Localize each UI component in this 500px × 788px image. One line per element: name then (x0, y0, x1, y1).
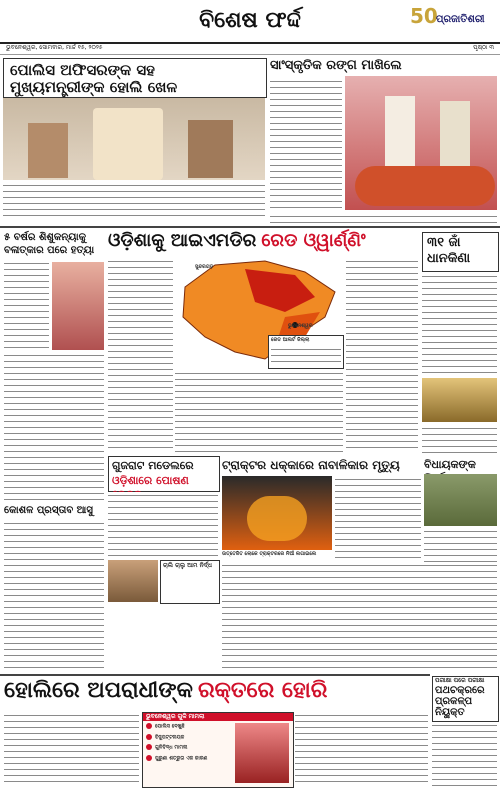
anniversary-logo: 50 (410, 4, 438, 28)
rape-case-photo (52, 262, 104, 350)
police-holi-headline-box (3, 58, 267, 98)
infobox-item-2: ବିଜୁପଟ୍ଟନାୟକ (143, 732, 293, 743)
koshal-headline: କୋଶଳ ପ୍ରସ୍ତାବ ଆସୁ (4, 505, 93, 516)
lightning-headline-box (422, 232, 499, 272)
mla-headline: ବିଧାୟକଙ୍କ (424, 458, 476, 471)
bullet-icon (146, 744, 152, 750)
lead-headline (108, 230, 420, 256)
map-legend-title: ରେଡ ଆଲର୍ଟ ଜିଲ୍ଲା (271, 337, 310, 343)
koshal-body (4, 520, 104, 560)
tractor-photo-caption: ଉତ୍ତେଜିତ ଲୋକେ ଟ୍ରାକ୍ଟରରେ ନିଆଁ ଲଗାଇଲେ (222, 551, 317, 557)
rape-case-body-a (4, 260, 49, 350)
tractor-photo (222, 476, 332, 550)
lightning-headline-1: ୩୧ ଜାଁ (427, 235, 461, 250)
date-line: ଭୁବନେଶ୍ୱର, ସୋମବାର, ମାର୍ଚ୍ଚ ୧୫, ୨୦୨୫ (6, 44, 103, 51)
infobox-item-4: ପୁରୁଣା ଶତ୍ରୁତା ଏକ କାରଣ (143, 753, 293, 764)
infobox-photo (235, 723, 289, 783)
lead-headline-part1: ଓଡ଼ିଶାକୁ ଆଇଏମଡିର (108, 230, 257, 251)
middle-body (222, 562, 497, 672)
rape-case-body-b (4, 352, 104, 502)
bullet-icon (146, 755, 152, 761)
koshal-body-b (4, 562, 104, 672)
divider-2 (0, 674, 430, 676)
map-legend (268, 335, 344, 369)
pathachakra-headline-3: ପ୍ରକଳ୍ପ ନିୟୁକ୍ତ (435, 696, 473, 718)
lightning-body-a (422, 273, 497, 375)
pathachakra-body (432, 722, 497, 786)
gujarat-headline-box (108, 456, 220, 492)
holi-crime-headline-part2: ରକ୍ତରେ ହୋରି (197, 677, 328, 703)
holi-crime-headline-part1: ହୋଲିରେ ଅପରାଧୀଙ୍କ (4, 677, 193, 703)
sanskrutik-headline: ସାଂସ୍କୃତିକ ରଙ୍ଗ ମାଖିଲେ (270, 58, 402, 73)
gujarat-headline-1: ଗୁଜରାଟ ମଡେଲରେ (112, 459, 194, 472)
date-strip (0, 42, 500, 55)
sanskrutik-caption (270, 213, 497, 223)
page-title: ବିଶେଷ ଫର୍ଦ୍ଦ (199, 7, 301, 33)
quote-text: ଚାଲି ଚାଲୁ ଆମ ନିର୍ଦ୍ଧ (163, 562, 212, 569)
mla-photo (424, 474, 497, 526)
police-holi-photo (3, 98, 265, 180)
police-holi-headline-1: ପୋଲିସ ଅଫିସରଙ୍କ ସହ (10, 61, 155, 79)
pathachakra-headline-1: ପରୀକ୍ଷା ପରେ ପରୀକ୍ଷା (435, 677, 485, 684)
lightning-headline-2: ଧାନକିଣା (427, 251, 471, 266)
pathachakra-headline-2: ପଥଚକ୍ରରେ (435, 685, 485, 696)
police-holi-body (3, 182, 265, 216)
lightning-photo (422, 378, 497, 422)
infobox-item-3: ଗୁଳିବିଦ୍ଧ ମାମଲା (143, 742, 293, 753)
infobox-title: ଭୁବନେଶ୍ୱର ଗୁଳି ମାମଲା (143, 713, 293, 721)
police-holi-headline-2: ମୁଖ୍ୟମନ୍ତ୍ରୀଙ୍କ ହୋଲି ଖେଳ (10, 78, 178, 96)
rape-case-headline-2: ବଳାତ୍କାର ପରେ ହତ୍ୟା (4, 245, 95, 256)
pathachakra-headline-box (432, 676, 499, 722)
bullet-icon (146, 723, 152, 729)
koshal-portrait (108, 560, 158, 602)
tractor-headline: ଟ୍ରାକ୍ଟର ଧକ୍କାରେ ନାବାଳିକାର ମୃତ୍ୟୁ (222, 458, 400, 472)
holi-crime-headline (4, 677, 428, 707)
sanskrutik-photo (345, 76, 497, 210)
page-label: ପୃଷ୍ଠା ୩ (473, 44, 494, 51)
infobox-item-1: ପୋଲିସ ଦେଖୁଛି (143, 721, 293, 732)
lead-body-c (346, 258, 418, 453)
map-label-bhubaneswar: ଭୁବନେଶ୍ୱର (288, 323, 313, 329)
infobox (142, 712, 294, 788)
lead-body-b (175, 370, 343, 453)
holi-crime-body-a (4, 712, 139, 786)
gujarat-headline-2: ଓଡ଼ିଶାରେ ପୋଷଣ (112, 474, 189, 487)
tractor-body (335, 476, 421, 558)
brand-name: ପ୍ରଜାତିଶରୀ (436, 14, 485, 25)
map-label-sundargarh: ସୁନ୍ଦରଗଡ଼ (195, 264, 214, 270)
lead-headline-part2: ରେଡ ଓ୍ୱାର୍ଣ୍ଣିଂ (261, 230, 366, 251)
quote-box (160, 560, 220, 604)
gujarat-body (108, 492, 218, 558)
lightning-body-b (422, 425, 497, 453)
rape-case-headline-1: ୫ ବର୍ଷର ଶିଶୁକନ୍ୟାକୁ (4, 232, 87, 243)
lead-body-a (108, 258, 173, 453)
sanskrutik-body (270, 78, 342, 213)
bullet-icon (146, 734, 152, 740)
masthead (0, 0, 500, 44)
holi-crime-body-b (295, 712, 428, 786)
divider (0, 226, 500, 228)
